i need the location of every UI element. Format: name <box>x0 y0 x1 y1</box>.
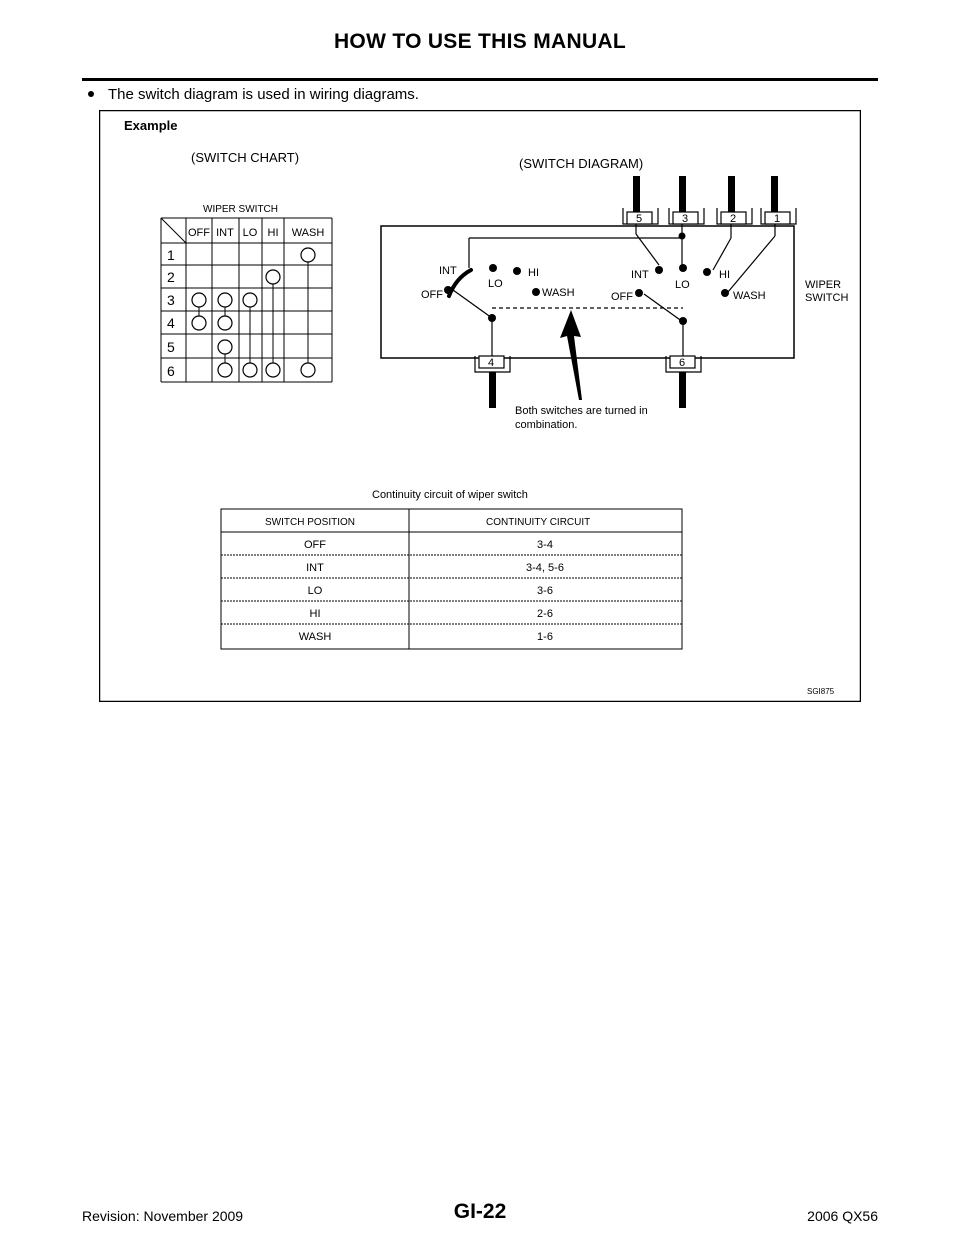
figure-frame <box>100 111 861 702</box>
chart-col-lo: LO <box>242 227 258 239</box>
table-row-5-position: WASH <box>298 631 332 643</box>
figure-code: SGI875 <box>807 687 835 696</box>
continuity-table <box>221 509 682 649</box>
side-label-line2: SWITCH <box>805 292 849 304</box>
left-hi-label: HI <box>528 267 539 279</box>
table-row-4-position: HI <box>309 608 321 620</box>
left-int-label: INT <box>439 265 457 277</box>
chart-col-hi: HI <box>267 227 279 239</box>
connector-1-label: 1 <box>773 213 781 225</box>
left-lo-label: LO <box>488 278 503 290</box>
right-off-label: OFF <box>611 291 633 303</box>
chart-col-off: OFF <box>188 227 210 239</box>
bottom-connector-stubs <box>489 372 686 408</box>
connector-6-label: 6 <box>678 357 686 369</box>
table-header-position: SWITCH POSITION <box>265 517 355 528</box>
connector-5-label: 5 <box>635 213 643 225</box>
chart-row-4: 4 <box>167 315 175 331</box>
left-wash-label: WASH <box>542 287 575 299</box>
right-wash-label: WASH <box>733 290 766 302</box>
table-row-2-circuit: 3-4, 5-6 <box>526 562 564 574</box>
table-row-1-circuit: 3-4 <box>537 539 553 551</box>
left-off-label: OFF <box>421 289 443 301</box>
connector-4-label: 4 <box>487 357 495 369</box>
connector-2-label: 2 <box>729 213 737 225</box>
table-row-5-circuit: 1-6 <box>537 631 553 643</box>
right-int-label: INT <box>631 269 649 281</box>
table-row-3-position: LO <box>307 585 323 597</box>
connector-3-label: 3 <box>681 213 689 225</box>
table-row-1-position: OFF <box>304 539 326 551</box>
side-label-line1: WIPER <box>805 279 842 291</box>
chart-column-headers <box>188 227 324 239</box>
bottom-connector-labels <box>488 357 685 369</box>
table-row-4-circuit: 2-6 <box>537 608 553 620</box>
top-connectors <box>623 208 796 224</box>
right-hi-label: HI <box>719 269 730 281</box>
chart-row-5: 5 <box>167 339 175 355</box>
left-switch-labels <box>421 265 575 301</box>
footer-revision: Revision: November 2009 <box>82 1208 244 1224</box>
chart-col-int: INT <box>216 227 234 239</box>
note-line2: combination. <box>515 419 578 431</box>
table-caption: Continuity circuit of wiper switch <box>372 489 528 501</box>
page-title: HOW TO USE THIS MANUAL <box>333 30 627 53</box>
table-row-3-circuit: 3-6 <box>537 585 553 597</box>
intro-bullet <box>88 86 419 103</box>
chart-row-2: 2 <box>167 269 175 285</box>
chart-connections <box>199 254 308 370</box>
table-header-row <box>265 517 590 528</box>
bullet-icon <box>88 91 94 97</box>
note-line1: Both switches are turned in <box>515 405 648 417</box>
chart-caption: WIPER SWITCH <box>203 204 278 215</box>
switch-figure <box>99 110 861 702</box>
table-header-circuit: CONTINUITY CIRCUIT <box>486 517 591 528</box>
diagram-title: (SWITCH DIAGRAM) <box>519 156 644 171</box>
chart-title: (SWITCH CHART) <box>191 150 300 165</box>
right-lo-label: LO <box>675 279 690 291</box>
chart-row-headers <box>167 247 175 379</box>
header-rule <box>82 78 878 81</box>
chart-row-1: 1 <box>167 247 175 263</box>
footer-model: 2006 QX56 <box>807 1208 878 1224</box>
example-label: Example <box>124 118 178 133</box>
footer-page-number: GI-22 <box>453 1200 507 1223</box>
chart-row-3: 3 <box>167 292 175 308</box>
chart-row-6: 6 <box>167 363 175 379</box>
chart-col-wash: WASH <box>291 227 325 239</box>
top-connector-stubs <box>633 176 778 216</box>
intro-text: The switch diagram is used in wiring diagrams. <box>108 86 419 103</box>
table-row-2-position: INT <box>306 562 324 574</box>
combination-arrow-icon <box>560 310 582 400</box>
